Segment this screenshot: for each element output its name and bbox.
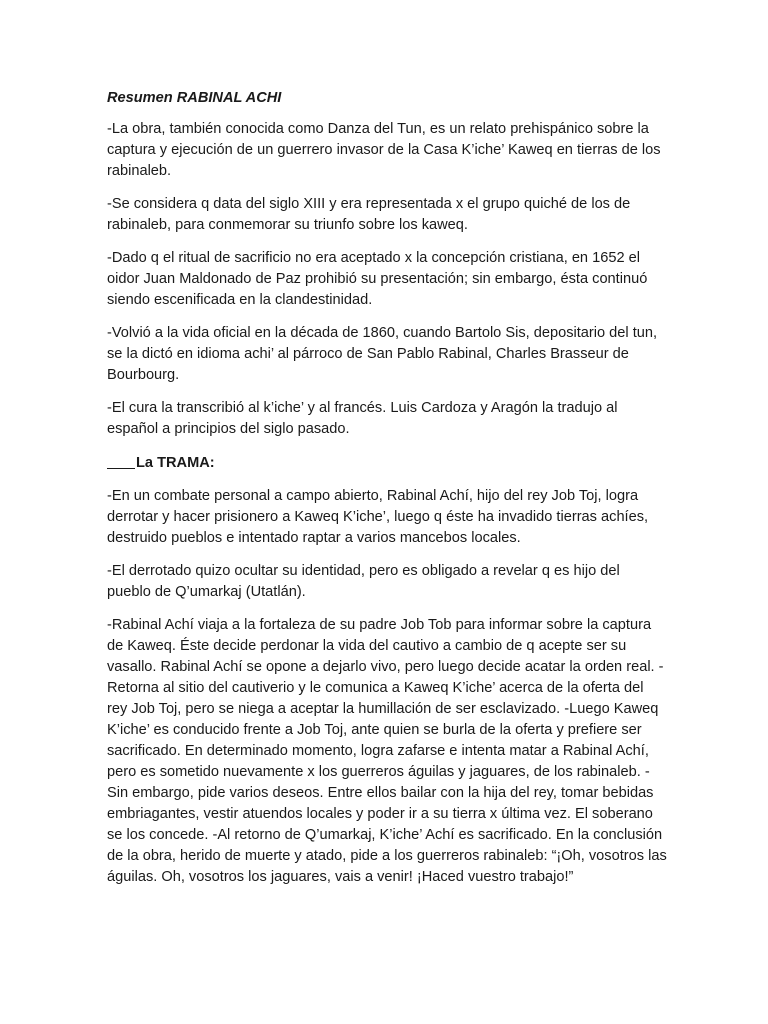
heading-underline-blank bbox=[107, 454, 135, 469]
intro-paragraph-3: -Dado q el ritual de sacrificio no era aceptado x la concepción cristiana, en 1652 el oidor Juan Maldonado de Paz prohibió su presentación; sin embargo, ésta continuó siendo escenificada en la clandestinidad. bbox=[107, 250, 648, 308]
intro-paragraph-5: -El cura la transcribió al k’iche’ y al francés. Luis Cardoza y Aragón la tradujo al español a principios del siglo pasado. bbox=[107, 400, 618, 437]
section-heading bbox=[107, 452, 667, 474]
document-page bbox=[107, 88, 667, 900]
plot-paragraph-2: -El derrotado quizo ocultar su identidad, pero es obligado a revelar q es hijo del pueblo de Q’umarkaj (Utatlán). bbox=[107, 563, 620, 600]
intro-paragraph-2: -Se considera q data del siglo XIII y era representada x el grupo quiché de los de rabinaleb, para conmemorar su triunfo sobre los kaweq. bbox=[107, 196, 631, 233]
plot-paragraph-3: -Rabinal Achí viaja a la fortaleza de su padre Job Tob para informar sobre la captura de Kaweq. Éste decide perdonar la vida del cautivo a cambio de q acepte ser su vasallo. Rabinal Achí se opone a dejarlo vivo, pero luego decide acatar la orden real. -Retorna al sitio del cautiverio y le comunica a Kaweq K’iche’ acerca de la oferta del rey Job Toj, pero se niega a aceptar la humillación de ser esclavizado. -Luego Kaweq K’iche’ es conducido frente a Job Toj, ante quien se burla de la oferta y prefiere ser sacrificado. En determinado momento, logra zafarse e intenta matar a Rabinal Achí, pero es sometido nuevamente x los guerreros águilas y jaguares, de los rabinaleb. -Sin embargo, pide varios deseos. Entre ellos bailar con la hija del rey, tomar bebidas embriagantes, vestir atuendos locales y poder ir a su tierra x última vez. El soberano se los concede. -Al retorno de Q’umarkaj, K’iche’ Achí es sacrificado. En la conclusión de la obra, herido de muerte y atado, pide a los guerreros rabinaleb: “¡Oh, vosotros las águilas. Oh, vosotros los jaguares, vais a venir! ¡Haced vuestro trabajo!” bbox=[107, 617, 667, 885]
intro-paragraph-4: -Volvió a la vida oficial en la década de 1860, cuando Bartolo Sis, depositario del tun, se la dictó en idioma achi’ al párroco de San Pablo Rabinal, Charles Brasseur de Bourbourg. bbox=[107, 325, 658, 383]
intro-paragraph-1: -La obra, también conocida como Danza del Tun, es un relato prehispánico sobre la captura y ejecución de un guerrero invasor de la Casa K’iche’ Kaweq en tierras de los rabinaleb. bbox=[107, 121, 661, 179]
section-heading-text: La TRAMA: bbox=[136, 455, 215, 471]
plot-paragraph-1: -En un combate personal a campo abierto, Rabinal Achí, hijo del rey Job Toj, logra derrotar y hacer prisionero a Kaweq K’iche’, luego q éste ha invadido tierras achíes, destruido pueblos e intentado raptar a varios mancebos locales. bbox=[107, 488, 649, 546]
document-title: Resumen RABINAL ACHI bbox=[107, 90, 282, 106]
